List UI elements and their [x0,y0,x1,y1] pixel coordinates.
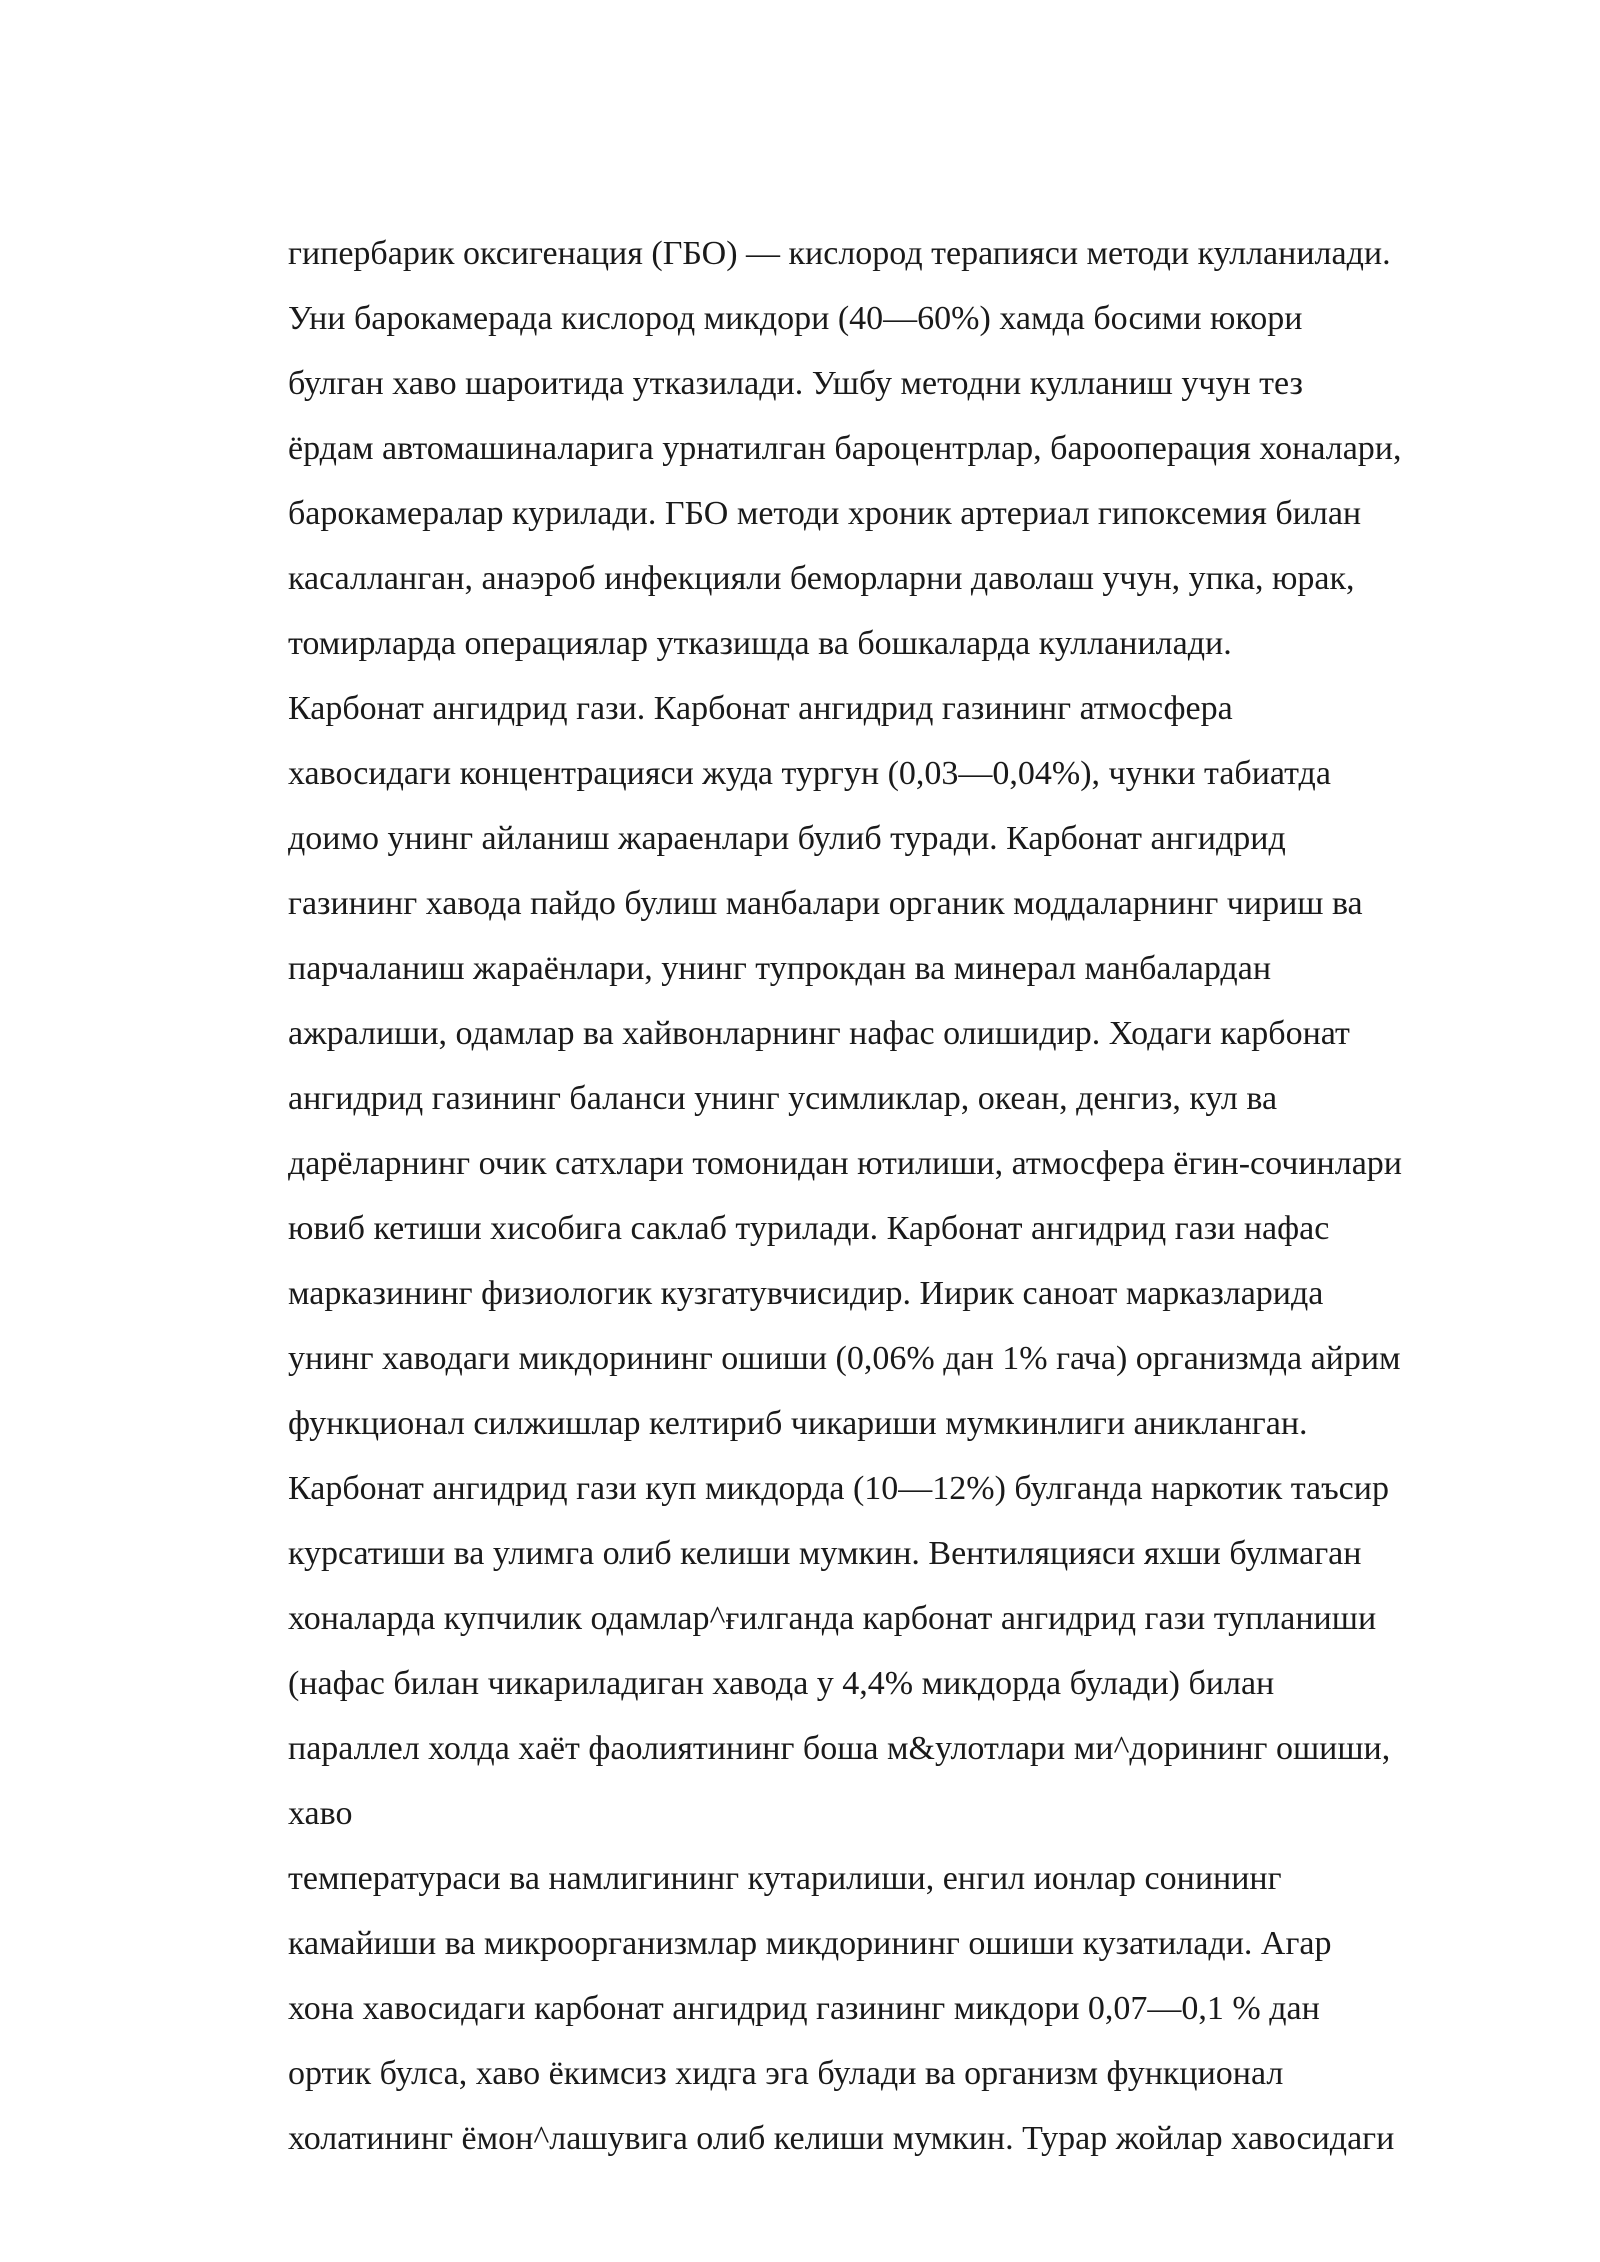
text-line: холатининг ёмон^лашувига олиб келиши мумкин. Турар жойлар хавосидаги [288,2120,1395,2157]
text-line: доимо унинг айланиш жараенлари булиб туради. Карбонат ангидрид [288,820,1286,857]
text-line: ажралиши, одамлар ва хайвонларнинг нафас олишидир. Ходаги карбонат [288,1015,1350,1052]
text-line: Карбонат ангидрид гази куп микдорда (10—12%) булганда наркотик таъсир [288,1470,1389,1507]
text-line: газининг хавода пайдо булиш манбалари органик моддаларнинг чириш ва [288,885,1363,922]
text-line: булган хаво шароитида утказилади. Ушбу методни кулланиш учун тез [288,365,1303,402]
text-line: (нафас билан чикариладиган хавода у 4,4% микдорда булади) билан [288,1665,1275,1702]
body-text [288,221,1548,2171]
text-line: параллел холда хаёт фаолиятининг боша м&улотлари ми^дорининг ошиши, [288,1730,1391,1767]
text-line: хаво [288,1795,353,1832]
text-line: парчаланиш жараёнлари, унинг тупрокдан ва минерал манбалардан [288,950,1272,987]
text-line: томирларда операциялар утказишда ва бошкаларда кулланилади. [288,625,1232,662]
text-line: хона хавосидаги карбонат ангидрид газининг микдори 0,07—0,1 % дан [288,1990,1320,2027]
text-line: хоналарда купчилик одамлар^ғилганда карбонат ангидрид гази тупланиши [288,1600,1377,1637]
text-line: касалланган, анаэроб инфекцияли беморларни даволаш учун, упка, юрак, [288,560,1355,597]
text-line: функционал силжишлар келтириб чикариши мумкинлиги аникланган. [288,1405,1308,1442]
text-line: гипербарик оксигенация (ГБО) — кислород терапияси методи кулланилади. [288,235,1391,272]
text-line: барокамералар курилади. ГБО методи хроник артериал гипоксемия билан [288,495,1362,532]
text-line: дарёларнинг очик сатхлари томонидан ютилиши, атмосфера ёгин-сочинлари [288,1145,1402,1182]
text-line: камайиши ва микроорганизмлар микдорининг ошиши кузатилади. Агар [288,1925,1332,1962]
text-line: ёрдам автомашиналарига урнатилган бароцентрлар, барооперация хоналари, [288,430,1402,467]
text-line: Уни барокамерада кислород микдори (40—60%) хамда босими юкори [288,300,1303,337]
text-line: хавосидаги концентрацияси жуда тургун (0,03—0,04%), чунки табиатда [288,755,1331,792]
text-line: температураси ва намлигининг кутарилиши, енгил ионлар сонининг [288,1860,1282,1897]
text-line: Карбонат ангидрид гази. Карбонат ангидрид газининг атмосфера [288,690,1233,727]
text-line: марказининг физиологик кузгатувчисидир. Иирик саноат марказларида [288,1275,1324,1312]
text-line: ювиб кетиши хисобига саклаб турилади. Карбонат ангидрид гази нафас [288,1210,1330,1247]
text-line: ангидрид газининг баланси унинг усимликлар, океан, денгиз, кул ва [288,1080,1278,1117]
text-line: унинг хаводаги микдорининг ошиши (0,06% дан 1% гача) организмда айрим [288,1340,1401,1377]
text-line: курсатиши ва улимга олиб келиши мумкин. Вентиляцияси яхши булмаган [288,1535,1362,1572]
text-line: ортик булса, хаво ёкимсиз хидга эга булади ва организм функционал [288,2055,1284,2092]
